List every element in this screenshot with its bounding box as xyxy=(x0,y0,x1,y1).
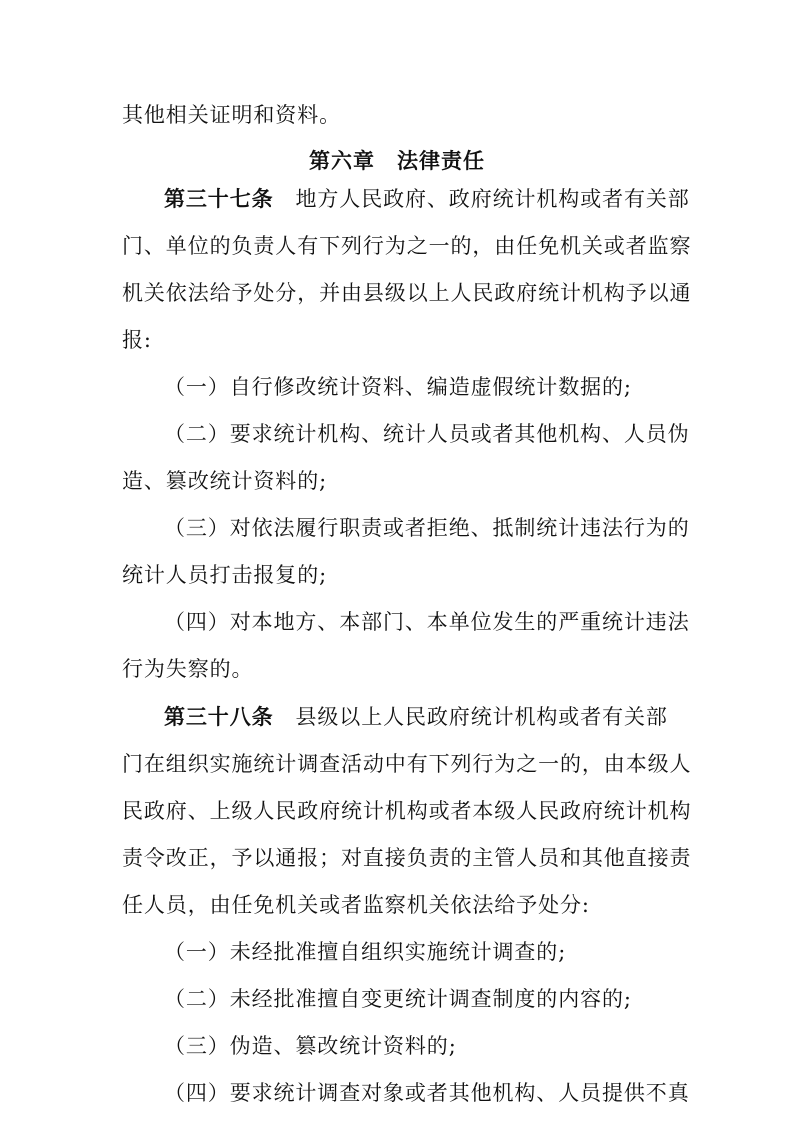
list-item: （一）未经批准擅自组织实施统计调查的; xyxy=(164,940,567,964)
list-item: （四）要求统计调查对象或者其他机构、人员提供不真 xyxy=(164,1081,690,1105)
list-item: （三）对依法履行职责或者拒绝、抵制统计违法行为的 xyxy=(164,516,690,540)
list-item: （一）自行修改统计资料、编造虚假统计数据的; xyxy=(164,375,632,399)
article-38-first-line xyxy=(164,702,678,732)
chapter-title: 法律责任 xyxy=(397,149,485,173)
chapter-number: 第六章 xyxy=(309,149,375,173)
list-item-continuation: 行为失察的。 xyxy=(122,657,254,681)
text-line: 民政府、上级人民政府统计机构或者本级人民政府统计机构 xyxy=(122,799,692,823)
article-38-label: 第三十八条 xyxy=(164,705,274,729)
article-38-text: 县级以上人民政府统计机构或者有关部 xyxy=(295,705,668,729)
list-item: （二）要求统计机构、统计人员或者其他机构、人员伪 xyxy=(164,422,690,446)
article-37-label: 第三十七条 xyxy=(164,187,274,211)
text-line: 机关依法给予处分，并由县级以上人民政府统计机构予以通 xyxy=(122,281,692,305)
list-item: （四）对本地方、本部门、本单位发生的严重统计违法 xyxy=(164,610,690,634)
text-line: 任人员，由任免机关或者监察机关依法给予处分: xyxy=(122,893,590,917)
chapter-heading xyxy=(0,146,794,176)
article-37-text: 地方人民政府、政府统计机构或者有关部 xyxy=(295,187,690,211)
list-item-continuation: 统计人员打击报复的; xyxy=(122,563,328,587)
list-item: （三）伪造、篡改统计资料的; xyxy=(164,1034,457,1058)
list-item: （二）未经批准擅自变更统计调查制度的内容的; xyxy=(164,987,632,1011)
text-line: 门、单位的负责人有下列行为之一的，由任免机关或者监察 xyxy=(122,234,692,258)
text-line: 报: xyxy=(122,328,152,352)
article-37-first-line xyxy=(164,184,690,214)
text-line: 其他相关证明和资料。 xyxy=(122,103,341,127)
list-item-continuation: 造、篡改统计资料的; xyxy=(122,469,328,493)
text-line: 门在组织实施统计调查活动中有下列行为之一的，由本级人 xyxy=(122,752,692,776)
text-line: 责令改正，予以通报；对直接负责的主管人员和其他直接责 xyxy=(122,846,692,870)
